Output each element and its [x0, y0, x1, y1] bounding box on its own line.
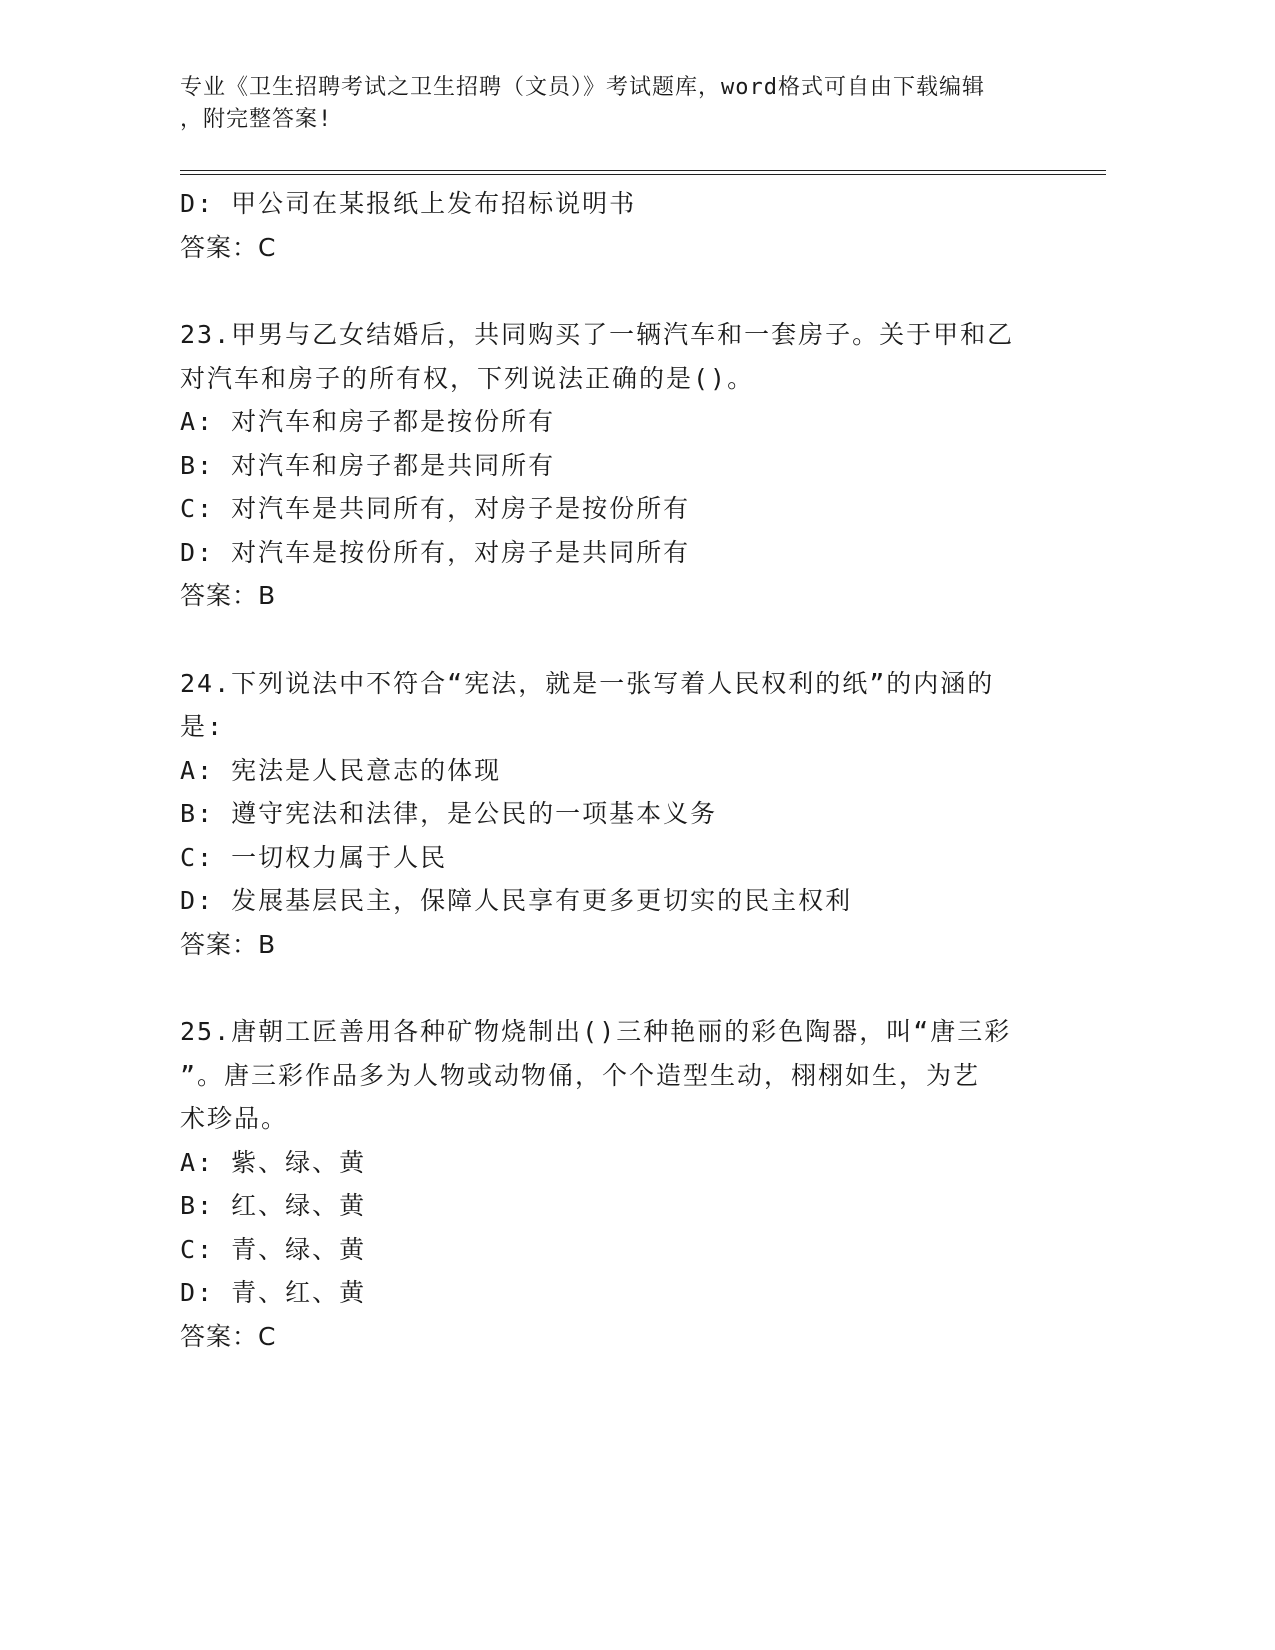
prev-option-d: D: 甲公司在某报纸上发布招标说明书: [180, 189, 637, 218]
option-a: A: 宪法是人民意志的体现: [180, 755, 502, 785]
header-divider-top: [180, 170, 1106, 171]
header-line-2: ，附完整答案!: [180, 107, 333, 132]
spacer: [180, 618, 1060, 662]
answer-line: 答案：C: [180, 1321, 277, 1351]
question-stem-line: 24.下列说法中不符合“宪法，就是一张写着人民权利的纸”的内涵的: [180, 668, 995, 698]
option-c: C: 对汽车是共同所有，对房子是按份所有: [180, 494, 691, 523]
question-block-23: [180, 313, 1060, 618]
question-stem-line: ”。唐三彩作品多为人物或动物俑，个个造型生动，栩栩如生，为艺: [180, 1060, 981, 1090]
answer-line: 答案：B: [180, 929, 277, 959]
option-a: A: 紫、绿、黄: [180, 1147, 367, 1177]
question-block-24: [180, 662, 1060, 967]
option-d: D: 青、红、黄: [180, 1278, 367, 1307]
question-stem-line: 对汽车和房子的所有权，下列说法正确的是()。: [180, 363, 755, 393]
spacer: [180, 269, 1060, 313]
question-content: [180, 182, 1060, 1358]
option-d: D: 发展基层民主，保障人民享有更多更切实的民主权利: [180, 886, 853, 915]
option-d: D: 对汽车是按份所有，对房子是共同所有: [180, 537, 691, 567]
spacer: [180, 966, 1060, 1010]
document-header: [180, 72, 1060, 136]
question-stem-line: 23.甲男与乙女结婚后，共同购买了一辆汽车和一套房子。关于甲和乙: [180, 320, 1015, 349]
option-c: C: 一切权力属于人民: [180, 842, 448, 872]
header-divider-bottom: [180, 174, 1106, 175]
option-b: B: 红、绿、黄: [180, 1191, 367, 1220]
question-stem-line: 术珍品。: [180, 1104, 289, 1133]
question-stem-line: 25.唐朝工匠善用各种矿物烧制出()三种艳丽的彩色陶器，叫“唐三彩: [180, 1017, 1012, 1046]
option-b: B: 对汽车和房子都是共同所有: [180, 450, 556, 480]
answer-line: 答案：B: [180, 581, 277, 610]
question-stem-line: 是:: [180, 712, 225, 741]
header-line-1: 专业《卫生招聘考试之卫生招聘（文员）》考试题库，word格式可自由下载编辑: [180, 75, 985, 100]
option-b: B: 遵守宪法和法律，是公民的一项基本义务: [180, 799, 718, 828]
prev-answer: 答案：C: [180, 232, 277, 262]
question-block-25: [180, 1010, 1060, 1358]
option-c: C: 青、绿、黄: [180, 1234, 367, 1264]
option-a: A: 对汽车和房子都是按份所有: [180, 407, 556, 436]
